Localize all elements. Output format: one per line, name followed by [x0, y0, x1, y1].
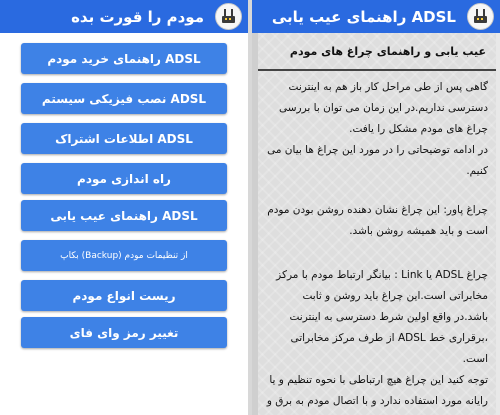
menu-button-modem-setup[interactable]: راه اندازی مودم	[21, 163, 227, 194]
left-app-title: مودم را قورت بده	[71, 7, 204, 26]
article-scroll-area[interactable]	[258, 33, 496, 415]
article-paragraph: چراغ پاور: این چراغ نشان دهنده روشن بودن مودم است و باید همیشه روشن باشد.	[267, 204, 488, 237]
article-paragraph: گاهی پس از طی مراحل کار باز هم به اینترنت دسترسی نداریم.در این زمان می توان با بررسی چراغ های مودم مشکل را یافت.	[278, 81, 488, 135]
article-body	[258, 77, 496, 412]
menu-button-troubleshooting[interactable]: راهنمای عیب یابی ADSL	[21, 200, 227, 231]
right-app-bar	[252, 0, 500, 33]
menu-button-subscription-info[interactable]: اطلاعات اشتراک ADSL	[21, 123, 227, 154]
article-paragraph: چراغ ADSL یا Link : بیانگر ارتباط مودم با مرکز مخابراتی است.این چراغ باید روشن و ثابت باشد.در واقع اولین شرط دسترسی به اینترنت ،برقراری خط ADSL از طرف مرکز مخابراتی است.	[276, 269, 488, 365]
right-app-title: راهنمای عیب یابی ADSL	[271, 7, 456, 26]
article-paragraph: توجه کنید این چراغ هیچ ارتباطی با نحوه تنظیم و یا رایانه مورد استفاده ندارد و با اتصال مودم به برق و	[266, 374, 488, 407]
troubleshooting-screen	[252, 0, 500, 415]
router-logo-icon	[467, 3, 494, 30]
left-app-bar	[0, 0, 248, 33]
menu-button-reset-modems[interactable]: ریست انواع مودم	[21, 280, 227, 311]
heading-divider	[258, 69, 496, 71]
menu-button-change-wifi-password[interactable]: تغییر رمز وای فای	[21, 317, 227, 348]
article-paragraph: در ادامه توضیحاتی را در مورد این چراغ ها بیان می کنیم.	[267, 144, 488, 177]
article-heading: عیب یابی و راهنمای چراغ های مودم	[289, 44, 486, 58]
menu-button-physical-install[interactable]: نصب فیزیکی سیستم ADSL	[21, 83, 227, 114]
menu-button-buying-guide[interactable]: راهنمای خرید مودم ADSL	[21, 43, 227, 74]
router-logo-icon	[215, 3, 242, 30]
main-menu-screen	[0, 0, 248, 415]
menu-button-backup-settings[interactable]: بکاپ (Backup) از تنظیمات مودم	[21, 240, 227, 271]
content-right-edge	[496, 33, 500, 415]
